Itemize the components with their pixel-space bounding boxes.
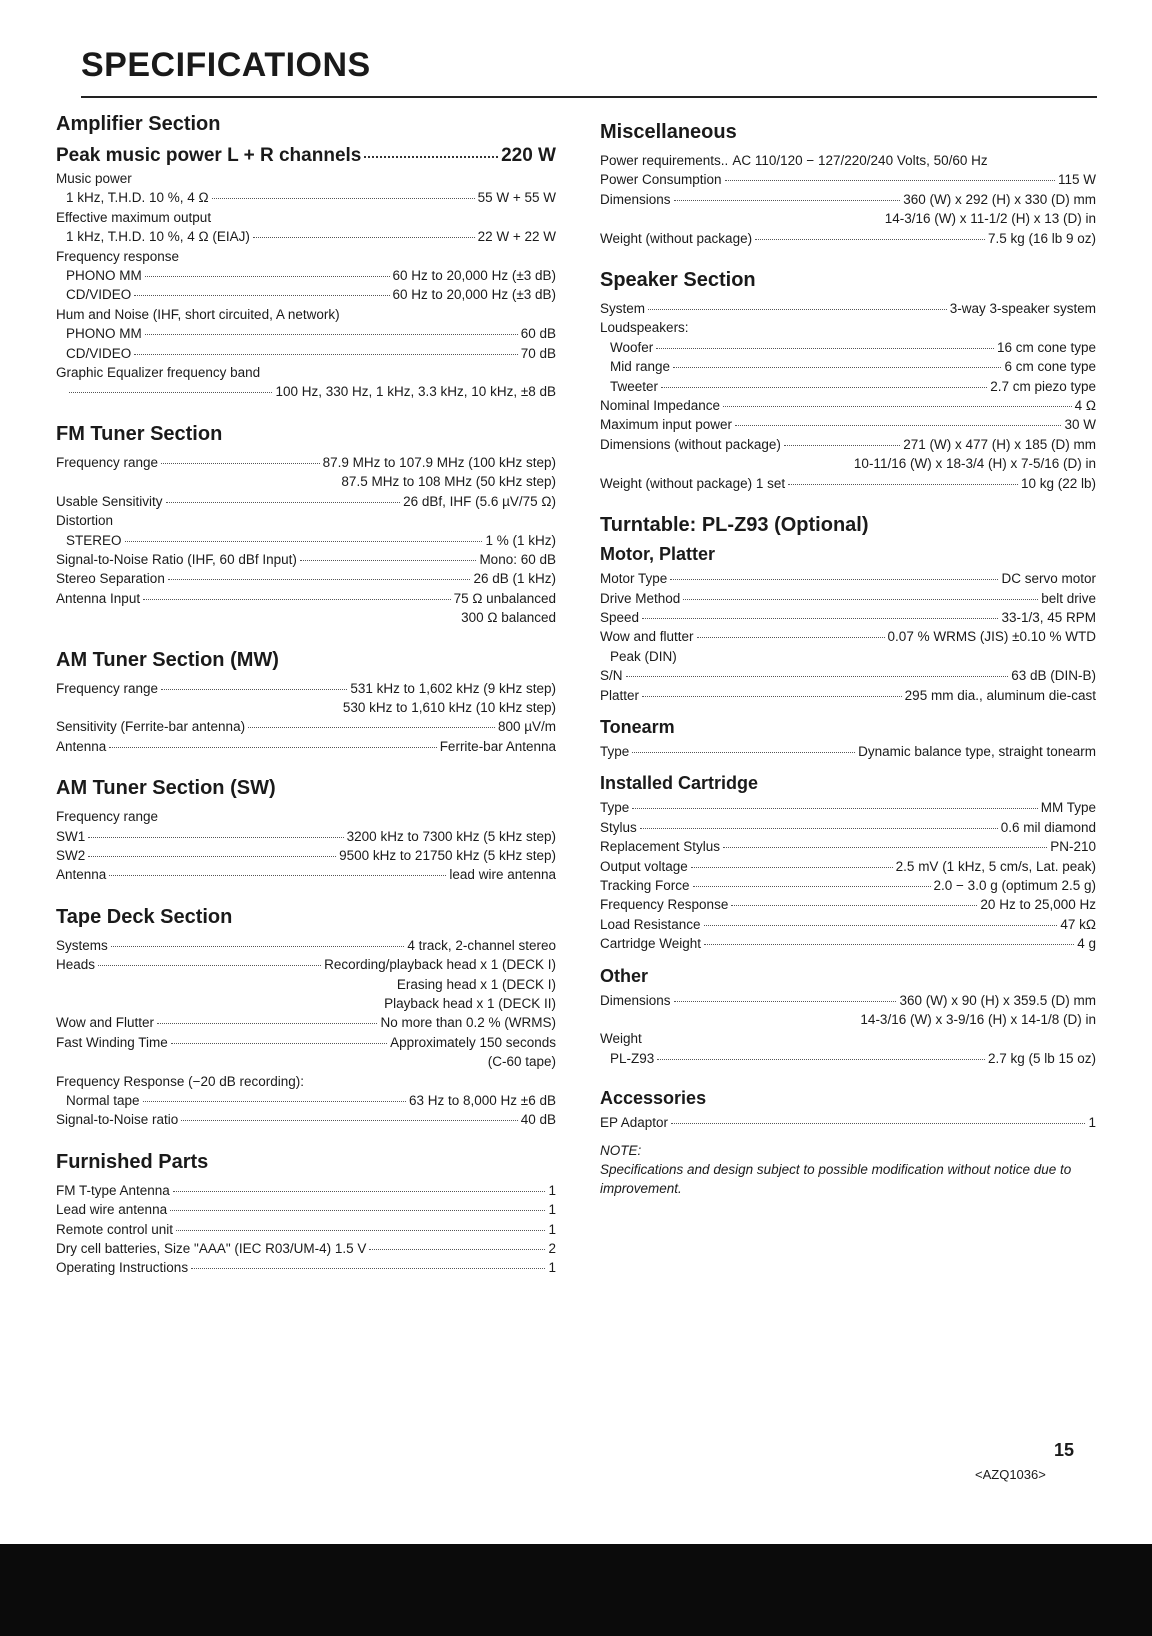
- leader-dots: [212, 198, 475, 199]
- right-column: [600, 112, 1096, 1198]
- spec-heading: Weight: [600, 1031, 642, 1047]
- spec-value: 100 Hz, 330 Hz, 1 kHz, 3.3 kHz, 10 kHz, ±8 dB: [275, 384, 556, 400]
- section-title: Turntable: PL-Z93 (Optional): [600, 514, 869, 537]
- spec-row: [56, 550, 556, 569]
- spec-value-continued: 530 kHz to 1,610 kHz (10 kHz step): [342, 699, 556, 715]
- leader-dots: [788, 484, 1018, 485]
- leader-dots: [111, 946, 405, 947]
- spec-label: Type: [600, 800, 630, 816]
- spec-value: Approximately 150 seconds: [390, 1034, 556, 1050]
- spec-value: 2.0 − 3.0 g (optimum 2.5 g): [933, 877, 1096, 893]
- spec-label: Motor Type: [600, 571, 668, 587]
- spec-label: Sensitivity (Ferrite-bar antenna): [56, 719, 246, 735]
- leader-dots: [671, 1123, 1085, 1124]
- spec-row: [56, 492, 556, 511]
- note-label: NOTE:: [600, 1142, 642, 1158]
- spec-row: [600, 934, 1096, 953]
- leader-dots: [176, 1230, 545, 1231]
- spec-value-continued: (C-60 tape): [487, 1054, 556, 1070]
- section-title: AM Tuner Section (MW): [56, 648, 279, 671]
- spec-label: Cartridge Weight: [600, 936, 702, 952]
- spec-value: 47 kΩ: [1060, 916, 1096, 932]
- miscellaneous-section: [600, 120, 1096, 248]
- spec-row: [56, 1013, 556, 1032]
- list-item: [56, 1258, 556, 1277]
- spec-heading: Distortion: [56, 513, 114, 529]
- spec-row: [56, 285, 556, 304]
- spec-label: 1 kHz, T.H.D. 10 %, 4 Ω (EIAJ): [66, 229, 250, 245]
- spec-row: [600, 415, 1096, 434]
- spec-value: 16 cm cone type: [996, 339, 1096, 355]
- spec-label: CD/VIDEO: [66, 287, 132, 303]
- spec-row: [600, 299, 1096, 318]
- spec-row: [56, 1033, 556, 1052]
- spec-label: Operating Instructions: [56, 1260, 189, 1276]
- spec-label: PL-Z93: [610, 1050, 655, 1066]
- spec-row: [600, 608, 1096, 627]
- spec-value-continued: 14-3/16 (W) x 3-9/16 (H) x 14-1/8 (D) in: [860, 1012, 1096, 1027]
- leader-dots: [784, 445, 900, 446]
- spec-value: 3-way 3-speaker system: [949, 301, 1096, 317]
- spec-row: [600, 151, 1096, 170]
- leader-dots: [166, 502, 401, 503]
- spec-value: Mono: 60 dB: [479, 551, 556, 567]
- leader-dots: [125, 541, 483, 542]
- leader-dots: [673, 367, 1001, 368]
- leader-dots: [674, 200, 901, 201]
- furnished-parts-section: [56, 1150, 556, 1278]
- spec-row: [56, 589, 556, 608]
- spec-label: Maximum input power: [600, 417, 733, 433]
- spec-heading: Frequency response: [56, 248, 180, 264]
- spec-heading: Frequency Response (−20 dB recording):: [56, 1073, 305, 1089]
- spec-label: Wow and Flutter: [56, 1015, 155, 1031]
- spec-value: 87.9 MHz to 107.9 MHz (100 kHz step): [322, 454, 556, 470]
- page-number: 15: [1054, 1440, 1075, 1460]
- leader-dots: [109, 875, 446, 876]
- spec-value: DC servo motor: [1001, 571, 1096, 587]
- spec-label: Antenna Input: [56, 590, 141, 606]
- accessories-section: [600, 1088, 1096, 1197]
- leader-dots: [88, 856, 336, 857]
- spec-value: 63 Hz to 8,000 Hz ±6 dB: [409, 1093, 556, 1109]
- spec-value: AC 110/120 − 127/220/240 Volts, 50/60 Hz: [732, 153, 988, 168]
- leader-dots: [369, 1249, 545, 1250]
- spec-row: [600, 190, 1096, 209]
- spec-row: [600, 686, 1096, 705]
- spec-value: 1: [548, 1260, 556, 1276]
- spec-label: S/N: [600, 668, 623, 684]
- leader-dots: [143, 1101, 406, 1102]
- spec-value: 33-1/3, 45 RPM: [1001, 609, 1096, 625]
- spec-value: 0.07 % WRMS (JIS) ±0.10 % WTD: [887, 629, 1096, 645]
- spec-label: Dimensions (without package): [600, 436, 781, 452]
- spec-value: 271 (W) x 477 (H) x 185 (D) mm: [903, 436, 1096, 452]
- leader-dots: [191, 1268, 545, 1269]
- spec-value: 800 µV/m: [497, 719, 556, 735]
- spec-row: [600, 857, 1096, 876]
- leader-dots: [648, 309, 947, 310]
- spec-label: Woofer: [610, 339, 654, 355]
- spec-label: EP Adaptor: [600, 1115, 669, 1131]
- spec-row: [600, 170, 1096, 189]
- spec-label: Drive Method: [600, 590, 681, 606]
- spec-label: Antenna: [56, 867, 107, 883]
- spec-value: 26 dBf, IHF (5.6 µV/75 Ω): [403, 493, 556, 509]
- spec-row: [600, 1049, 1096, 1068]
- leader-dots: [683, 599, 1038, 600]
- spec-row: [56, 569, 556, 588]
- spec-label: Wow and flutter: [600, 629, 694, 645]
- spec-value: 10 kg (22 lb): [1020, 475, 1096, 491]
- spec-value: 2.7 cm piezo type: [990, 378, 1096, 394]
- spec-label: Heads: [56, 957, 96, 973]
- spec-label: Stereo Separation: [56, 571, 165, 587]
- spec-label: Normal tape: [66, 1093, 140, 1109]
- fm-tuner-section: [56, 422, 556, 628]
- spec-row: [56, 827, 556, 846]
- leader-dots: [161, 689, 347, 690]
- spec-row: [56, 936, 556, 955]
- spec-value: 1: [548, 1221, 556, 1237]
- spec-label: Weight (without package) 1 set: [600, 475, 786, 491]
- spec-row: [600, 837, 1096, 856]
- list-item: [56, 1239, 556, 1258]
- amplifier-section: [56, 112, 556, 402]
- spec-value: 2.7 kg (5 lb 15 oz): [987, 1050, 1096, 1066]
- leader-dots: [253, 237, 475, 238]
- spec-heading: Loudspeakers:: [600, 320, 689, 336]
- leader-dots: [134, 295, 389, 296]
- spec-label: SW1: [56, 828, 86, 844]
- spec-label: Frequency range: [56, 680, 159, 696]
- leader-dots: [640, 828, 998, 829]
- spec-row: [600, 396, 1096, 415]
- leader-dots: [88, 837, 343, 838]
- section-title: Furnished Parts: [56, 1150, 209, 1173]
- leader-dots: [134, 354, 517, 355]
- spec-value: 3200 kHz to 7300 kHz (5 kHz step): [346, 828, 556, 844]
- spec-row: [600, 435, 1096, 454]
- leader-dots: [731, 905, 977, 906]
- leader-dots: [98, 965, 321, 966]
- spec-label: Mid range: [610, 359, 671, 375]
- leader-dots: [626, 676, 1009, 677]
- spec-row: [56, 865, 556, 884]
- section-title: Speaker Section: [600, 269, 756, 292]
- leader-dots: [145, 334, 518, 335]
- spec-value: 40 dB: [520, 1112, 556, 1128]
- spec-value: 0.6 mil diamond: [1000, 819, 1096, 835]
- spec-row: [600, 666, 1096, 685]
- spec-label: Dry cell batteries, Size "AAA" (IEC R03/UM-4) 1.5 V: [56, 1241, 367, 1257]
- spec-label: Dimensions: [600, 992, 671, 1008]
- spec-label: FM T-type Antenna: [56, 1182, 170, 1198]
- spec-label: PHONO MM: [66, 268, 142, 284]
- spec-value: 2: [548, 1241, 556, 1257]
- spec-row: [600, 627, 1096, 646]
- subsection-title: Installed Cartridge: [600, 773, 759, 794]
- spec-value: 4 g: [1077, 936, 1096, 952]
- spec-value: 22 W + 22 W: [477, 229, 556, 245]
- spec-value-continued: 300 Ω balanced: [461, 610, 556, 626]
- spec-row: [600, 589, 1096, 608]
- spec-value: belt drive: [1041, 590, 1096, 606]
- spec-value-continued: 14-3/16 (W) x 11-1/2 (H) x 13 (D) in: [884, 211, 1096, 227]
- spec-label: Tweeter: [610, 378, 659, 394]
- spec-row: [600, 991, 1096, 1010]
- leader-dots: [632, 808, 1037, 809]
- leader-dots: [661, 387, 987, 388]
- spec-label: 1 kHz, T.H.D. 10 %, 4 Ω: [66, 190, 209, 206]
- spec-row: [56, 846, 556, 865]
- spec-value: 360 (W) x 292 (H) x 330 (D) mm: [903, 191, 1096, 207]
- spec-row: [56, 188, 556, 207]
- spec-value: 2.5 mV (1 kHz, 5 cm/s, Lat. peak): [895, 858, 1096, 874]
- spec-label: SW2: [56, 847, 86, 863]
- spec-heading: Peak (DIN): [610, 648, 677, 664]
- spec-value: 7.5 kg (16 lb 9 oz): [987, 230, 1096, 246]
- spec-value: PN-210: [1050, 839, 1096, 855]
- spec-label: Nominal Impedance: [600, 398, 721, 414]
- spec-label: Frequency range: [56, 454, 159, 470]
- leader-dots: [723, 847, 1047, 848]
- spec-row-peak-power: [56, 143, 556, 169]
- spec-value: 75 Ω unbalanced: [453, 590, 556, 606]
- spec-value-continued: Erasing head x 1 (DECK I): [396, 976, 556, 992]
- spec-value: 1: [548, 1202, 556, 1218]
- page-title: SPECIFICATIONS: [81, 46, 371, 84]
- spec-row: [600, 895, 1096, 914]
- spec-row: [600, 798, 1096, 817]
- spec-label: Platter: [600, 687, 640, 703]
- leader-dots: [691, 867, 893, 868]
- spec-row: [56, 679, 556, 698]
- spec-value: 360 (W) x 90 (H) x 359.5 (D) mm: [899, 992, 1096, 1008]
- spec-row: [600, 1113, 1096, 1132]
- spec-value: Ferrite-bar Antenna: [439, 738, 556, 754]
- spec-value: 6 cm cone type: [1004, 359, 1096, 375]
- spec-row: [600, 818, 1096, 837]
- leader-dots: [657, 1059, 985, 1060]
- leader-dots: [173, 1191, 546, 1192]
- title-rule: [81, 96, 1097, 98]
- spec-value: 9500 kHz to 21750 kHz (5 kHz step): [339, 847, 556, 863]
- list-item: [56, 1200, 556, 1219]
- spec-row: [56, 737, 556, 756]
- spec-value: Dynamic balance type, straight tonearm: [858, 743, 1096, 759]
- leader-dots: [69, 392, 272, 393]
- spec-label: Speed: [600, 609, 640, 625]
- spec-row: [56, 324, 556, 343]
- spec-label: Usable Sensitivity: [56, 493, 163, 509]
- spec-value: 30 W: [1064, 417, 1096, 433]
- spec-label: STEREO: [66, 532, 122, 548]
- leader-dots: [642, 696, 902, 697]
- leader-dots: [642, 618, 998, 619]
- spec-label: Dimensions: [600, 191, 671, 207]
- am-tuner-sw-section: [56, 776, 556, 885]
- spec-label: Power requirements..: [600, 153, 729, 168]
- spec-label: Weight (without package): [600, 230, 753, 246]
- spec-value-continued: 10-11/16 (W) x 18-3/4 (H) x 7-5/16 (D) in: [853, 456, 1096, 472]
- spec-label: Stylus: [600, 819, 637, 835]
- section-title: Tape Deck Section: [56, 905, 233, 928]
- section-title: FM Tuner Section: [56, 422, 223, 445]
- spec-row: [56, 955, 556, 974]
- spec-value: 115 W: [1057, 172, 1096, 188]
- spec-row: [600, 742, 1096, 761]
- spec-value: 70 dB: [520, 345, 556, 361]
- spec-row: [600, 915, 1096, 934]
- left-column: [56, 112, 556, 1278]
- spec-value-continued: 87.5 MHz to 108 MHz (50 kHz step): [341, 474, 556, 490]
- leader-dots: [157, 1023, 377, 1024]
- spec-label: Peak music power L + R channels: [56, 145, 362, 166]
- spec-value: 4 track, 2-channel stereo: [407, 937, 556, 953]
- spec-value: No more than 0.2 % (WRMS): [380, 1015, 556, 1031]
- scan-edge-band: [0, 1544, 1152, 1636]
- spec-row: [56, 1110, 556, 1129]
- leader-dots: [674, 1001, 897, 1002]
- leader-dots: [171, 1043, 387, 1044]
- spec-label: PHONO MM: [66, 326, 142, 342]
- spec-row: [56, 1091, 556, 1110]
- subsection-title: Accessories: [600, 1088, 707, 1109]
- leader-dots: [300, 560, 477, 561]
- leader-dots: [161, 463, 320, 464]
- leader-dots: [170, 1210, 545, 1211]
- leader-dots: [656, 348, 994, 349]
- tape-deck-section: [56, 905, 556, 1130]
- note-text: Specifications and design subject to possible modification without notice due to improvement.: [600, 1161, 1072, 1196]
- leader-dots: [248, 727, 495, 728]
- leader-dots: [735, 425, 1061, 426]
- subsection-title: Motor, Platter: [600, 544, 716, 565]
- leader-dots: [697, 637, 885, 638]
- spec-value: 55 W + 55 W: [477, 190, 556, 206]
- spec-row: [56, 453, 556, 472]
- leader-dots: [109, 747, 436, 748]
- spec-row: [600, 377, 1096, 396]
- spec-value: 1: [548, 1182, 556, 1198]
- am-tuner-mw-section: [56, 648, 556, 757]
- spec-label: Antenna: [56, 738, 107, 754]
- leader-dots: [168, 579, 471, 580]
- spec-heading: Music power: [56, 171, 132, 186]
- spec-value: 60 Hz to 20,000 Hz (±3 dB): [392, 287, 556, 303]
- turntable-section: [600, 513, 1096, 1068]
- spec-row: [56, 227, 556, 246]
- spec-label: Type: [600, 743, 630, 759]
- spec-label: CD/VIDEO: [66, 345, 132, 361]
- leader-dots: [725, 180, 1055, 181]
- spec-row: [56, 717, 556, 736]
- spec-label: Fast Winding Time: [56, 1034, 168, 1050]
- subsection-title: Other: [600, 965, 649, 986]
- spec-value: 60 dB: [520, 326, 556, 342]
- spec-label: Signal-to-Noise Ratio (IHF, 60 dBf Input): [56, 551, 297, 567]
- document-code: <AZQ1036>: [975, 1467, 1046, 1482]
- spec-heading: Effective maximum output: [56, 209, 212, 225]
- spec-row: [56, 382, 556, 401]
- spec-row: [56, 344, 556, 363]
- leader-dots: [143, 599, 450, 600]
- spec-label: Load Resistance: [600, 916, 701, 932]
- spec-row: [600, 229, 1096, 248]
- spec-label: Replacement Stylus: [600, 839, 721, 855]
- spec-value: 60 Hz to 20,000 Hz (±3 dB): [392, 268, 556, 284]
- section-title: AM Tuner Section (SW): [56, 777, 276, 800]
- spec-row: [600, 474, 1096, 493]
- spec-heading: Graphic Equalizer frequency band: [56, 365, 261, 381]
- spec-value: 20 Hz to 25,000 Hz: [980, 897, 1096, 913]
- spec-row: [600, 569, 1096, 588]
- leader-dots: [723, 406, 1072, 407]
- list-item: [56, 1181, 556, 1200]
- spec-heading: Frequency range: [56, 809, 159, 825]
- spec-value: 531 kHz to 1,602 kHz (9 kHz step): [350, 680, 556, 696]
- spec-label: Systems: [56, 937, 108, 953]
- spec-label: Power Consumption: [600, 172, 722, 188]
- spec-value: 26 dB (1 kHz): [473, 571, 556, 587]
- list-item: [56, 1220, 556, 1239]
- section-title: Amplifier Section: [56, 113, 221, 135]
- section-title: Miscellaneous: [600, 121, 737, 143]
- spec-label: Output voltage: [600, 858, 688, 874]
- spec-value: Recording/playback head x 1 (DECK I): [324, 957, 556, 973]
- leader-dots: [704, 925, 1058, 926]
- speaker-section: [600, 268, 1096, 493]
- spec-value: 220 W: [501, 145, 556, 166]
- spec-label: Signal-to-Noise ratio: [56, 1112, 179, 1128]
- spec-row: [600, 357, 1096, 376]
- leader-dots: [693, 886, 931, 887]
- spec-label: Lead wire antenna: [56, 1202, 168, 1218]
- leader-dots: [670, 579, 998, 580]
- leader-dots: [364, 156, 498, 158]
- subsection-title: Tonearm: [600, 716, 675, 737]
- spec-value: 4 Ω: [1074, 398, 1096, 414]
- leader-dots: [145, 276, 390, 277]
- spec-value-continued: Playback head x 1 (DECK II): [384, 996, 556, 1011]
- spec-value: 295 mm dia., aluminum die-cast: [904, 687, 1096, 703]
- spec-row: [56, 531, 556, 550]
- spec-label: System: [600, 301, 646, 317]
- spec-row: [600, 338, 1096, 357]
- spec-value: 63 dB (DIN-B): [1011, 668, 1096, 684]
- spec-label: Frequency Response: [600, 897, 729, 913]
- spec-label: Tracking Force: [600, 877, 690, 893]
- spec-value: lead wire antenna: [449, 867, 556, 883]
- leader-dots: [704, 944, 1074, 945]
- spec-row: [600, 876, 1096, 895]
- spec-value: 1: [1088, 1115, 1096, 1131]
- spec-value: MM Type: [1040, 800, 1096, 816]
- leader-dots: [181, 1120, 517, 1121]
- spec-heading: Hum and Noise (IHF, short circuited, A network): [56, 306, 340, 322]
- spec-value: 1 % (1 kHz): [485, 532, 556, 548]
- leader-dots: [632, 752, 855, 753]
- spec-label: Remote control unit: [56, 1221, 174, 1237]
- leader-dots: [755, 239, 985, 240]
- spec-row: [56, 266, 556, 285]
